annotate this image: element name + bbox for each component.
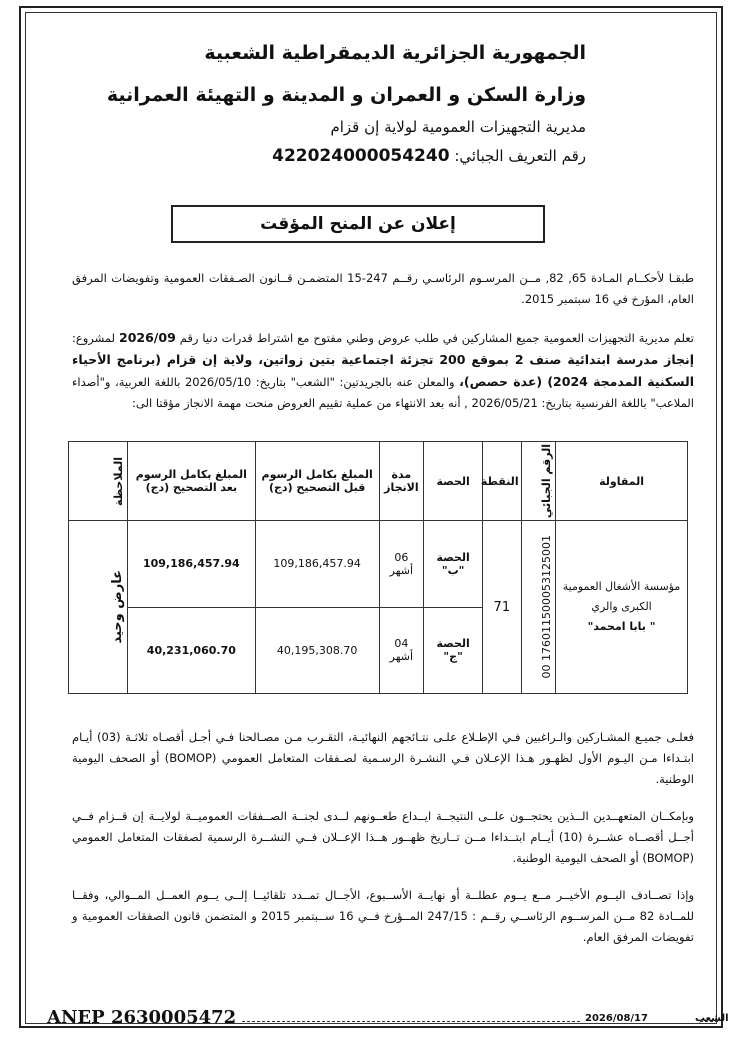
header-lot: الحصة [424,442,483,521]
announcement-title: إعلان عن المنح المؤقت [171,205,545,243]
contractor-cell [556,521,688,694]
appeal-paragraph: وبإمكــان المتعهــدين الــذين يحتجــون علــى النتيجــة ايــداع طعــونهم لــدى لجنــة الصــفقات العموميــة لولايــة إن قــزام فــي أجــل أقصــاه عشــرة (10) أيــام ابتــداءا مــن تــاريخ ظهــور هــذا الإعــلان فــي النشــرة الرسمية لصفقات المتعامل العمومي (BOMOP) أو الصحف اليومية الوطنية. [72,809,694,865]
header-tax-id: الرقم الجبائي [521,442,556,521]
publication-date: 2026/08/17 [585,1013,648,1024]
award-table [68,441,688,694]
header-amount-before: المبلغ بكامل الرسوم قبل التصحيح (دج) [255,442,379,521]
tax-id-cell: 176011500053125001 00 [521,521,556,694]
footer-divider [242,1021,580,1022]
score-cell: 71 [483,521,522,694]
results-consultation-paragraph: فعلـى جميـع المشـاركين والـراغبين فـي الإطـلاع علـى نتـائجهم النهائيـة، التقـرب مـن مصـالحنا فـي أجـل أقصـاه ثلاثـة (03) أيـام ابتـداءا مـن اليـوم الأول لظهـور هـذا الإعـلان فـي النشـرة الرسـمية لصـفقات المتعامل العمومي (BOMOP) أو الصحف اليومية الوطنية. [72,730,695,786]
contractor-line-3: " بابا امحمد" [587,620,656,634]
amount-after-cell: 109,186,457.94 [127,521,255,607]
contractor-line-2: الكبرى والري [591,600,652,614]
header-contractor: المقاولة [556,442,688,521]
directorate-heading: مديرية التجهيزات العمومية لولاية إن قزام [330,118,586,136]
lot-cell: الحصة "ج" [424,607,483,693]
notice-rest: والمعلن عنه بالجريدتين: "الشعب" بتاريخ: 2026/05/10 باللغة العربية، و"أصداء الملاعب" باللغة الفرنسية بتاريخ: 2026/05/21 , أنه بعد الانتهاء من عملية تقييم العروض منحت مهمة الانجاز مؤقتا الى: [72,375,694,410]
table-header-row [69,442,688,521]
legal-basis-paragraph: طبقـا لأحكــام المـادة 65, 82, مــن المرسـوم الرئاسـي رقــم 247-15 المتضمـن قــانون الصـفقات العمومية وتفويضات المرفق العام، المؤرخ في 16 سبتمبر 2015. [72,271,695,306]
amount-before-cell: 109,186,457.94 [255,521,379,607]
lot-cell: الحصة "ب" [424,521,483,607]
project-title: إنجاز مدرسة ابتدائية صنف 2 بموقع 200 تجزئة اجتماعية بتين زواتين، ولاية إن قزام (برنامج الأحياء السكنية المدمجة 2024) (عدة حصص)، [72,352,694,389]
note-cell: عارض وحيد [69,521,128,694]
deadline-extension-paragraph: وإذا تصــادف اليــوم الأخيــر مــع يــوم عطلــة أو نهايــة الأســبوع، الأجــال تمــدد تلقائيــا إلــى يــوم العمــل المــوالي، وفقــا للمــادة 82 مــن المرســوم الرئاســي رقــم : 247/15 المــؤرخ فــي 16 ســبتمبر 2015 و المتضمن قانون الصفقات العمومية و تفويضات المرفق العام. [72,888,694,944]
tender-number: 2026/09 [119,330,176,345]
notice-intro: تعلم مديرية التجهيزات العمومية جميع المشاركين في طلب عروض وطني مفتوح مع اشتراط قدرات دنيا رقم [179,331,695,345]
tax-id-label: رقم التعريف الجبائي: [454,147,586,165]
header-notes: الملاحظة [69,442,128,521]
tax-id-value: 422024000054240 [272,146,450,166]
duration-cell: 04 أشهر [379,607,424,693]
duration-cell: 06 أشهر [379,521,424,607]
republic-heading: الجمهورية الجزائرية الديمقراطية الشعبية [204,42,586,64]
newspaper-footer [585,1013,729,1024]
anep-reference: ANEP 2630005472 [47,1007,237,1028]
notice-paragraph [72,327,694,414]
header-amount-after: المبلغ بكامل الرسوم بعد التصحيح (دج) [127,442,255,521]
header-duration: مدة الانجاز [379,442,424,521]
contractor-line-1: مؤسسة الأشغال العمومية [562,580,681,594]
ministry-heading: وزارة السكن و العمران و المدينة و التهيئة العمرانية [106,84,586,106]
amount-before-cell: 40,195,308.70 [255,607,379,693]
project-label: لمشروع: [72,331,116,345]
tax-id-line [272,146,586,166]
amount-after-cell: 40,231,060.70 [127,607,255,693]
table-row [69,521,688,607]
header-score: النقطة [483,442,522,521]
newspaper-name: الشعب [694,1013,729,1024]
